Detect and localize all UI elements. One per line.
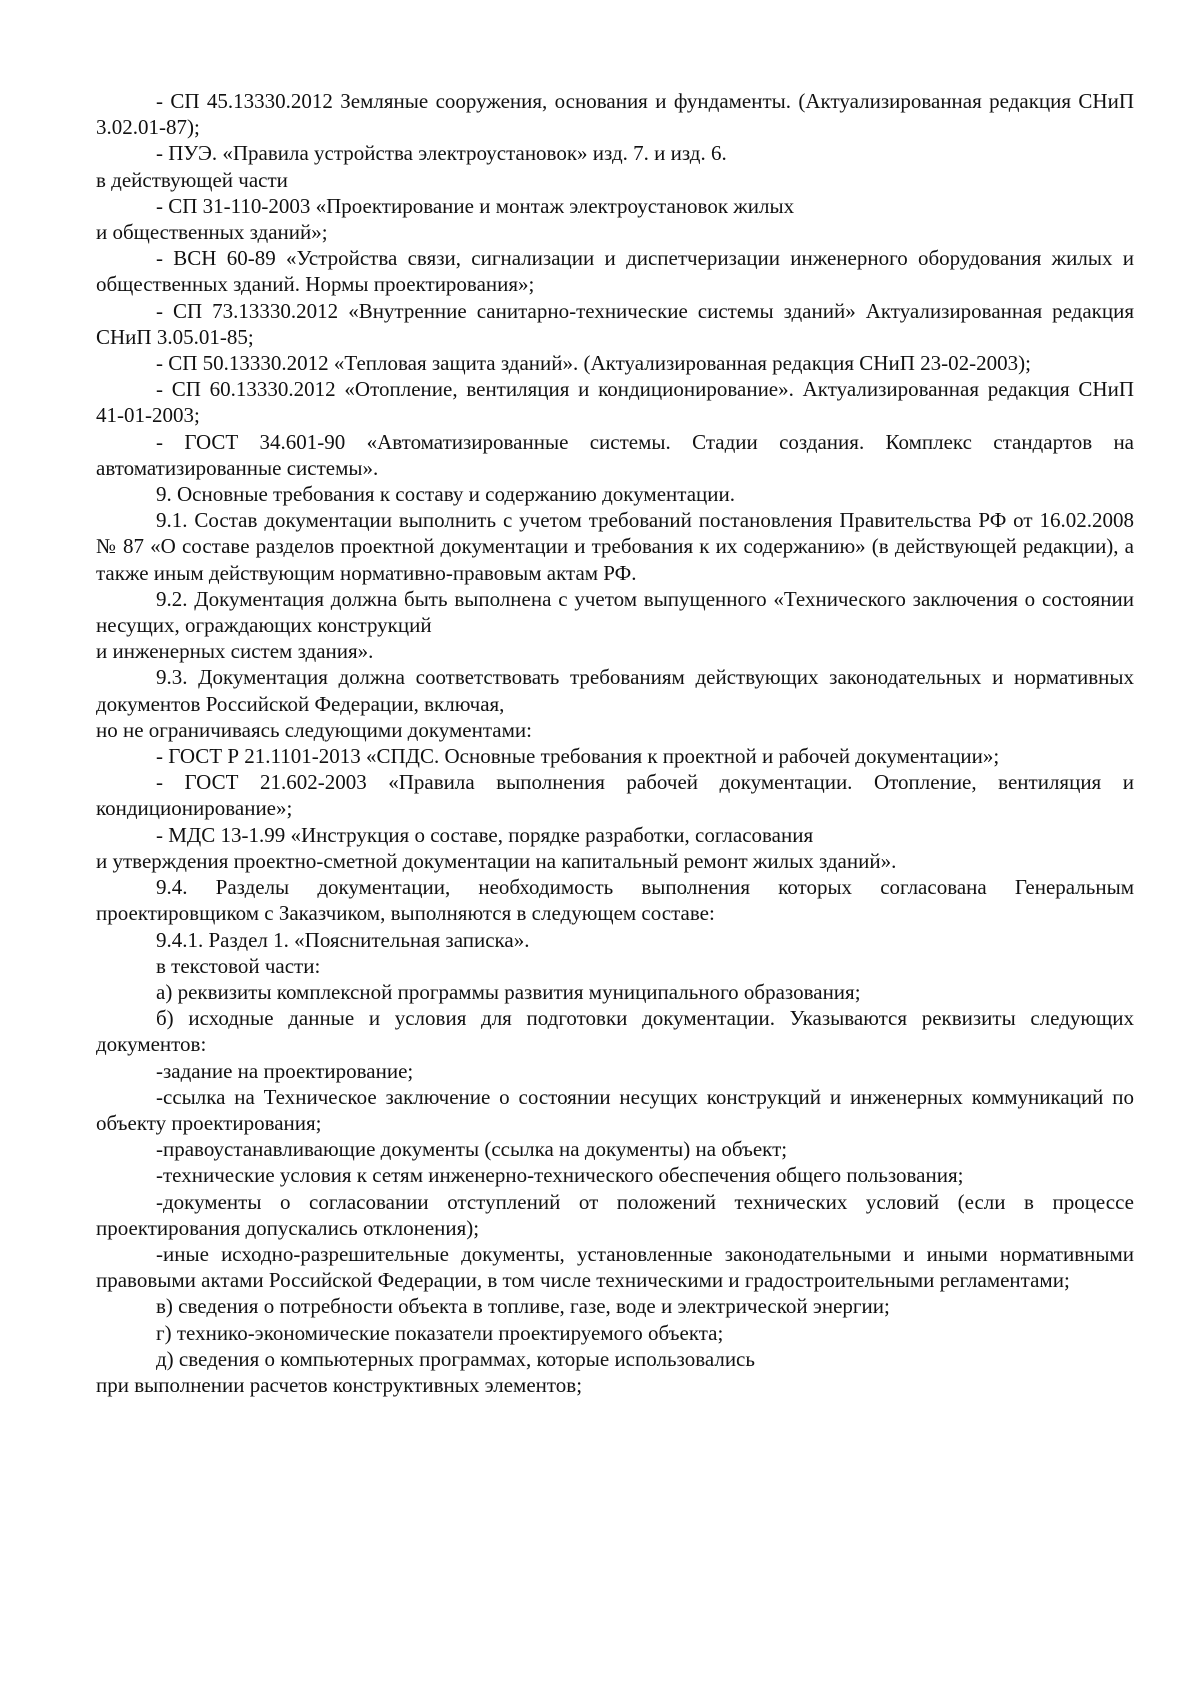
list-item-v: в) сведения о потребности объекта в топливе, газе, воде и электрической энергии; — [156, 1294, 890, 1319]
list-item-g: г) технико-экономические показатели проектируемого объекта; — [156, 1320, 724, 1345]
paragraph-sp-45: - СП 45.13330.2012 Земляные сооружения, основания и фундаменты. (Актуализированная редакция СНиП 3.02.01-87); — [96, 89, 1134, 140]
paragraph-sp-73: - СП 73.13330.2012 «Внутренние санитарно-технические системы зданий» Актуализированная редакция СНиП 3.05.01-85; — [96, 298, 1134, 349]
section-heading-9: 9. Основные требования к составу и содержанию документации. — [156, 482, 735, 507]
list-item-b: б) исходные данные и условия для подготовки документации. Указываются реквизиты следующих документов: — [96, 1006, 1134, 1057]
list-item-technical-conditions: -технические условия к сетям инженерно-технического обеспечения общего пользования; — [156, 1163, 964, 1188]
paragraph-gost-34: - ГОСТ 34.601-90 «Автоматизированные системы. Стадии создания. Комплекс стандартов на автоматизированные системы». — [96, 429, 1134, 480]
paragraph-gost-r-21-1101: - ГОСТ Р 21.1101-2013 «СПДС. Основные требования к проектной и рабочей документации»; — [156, 744, 1000, 769]
paragraph-9-2-continuation: и инженерных систем здания». — [96, 639, 374, 664]
paragraph-sp-31: - СП 31-110-2003 «Проектирование и монтаж электроустановок жилых — [156, 193, 795, 218]
list-item-deviation-approvals: -документы о согласовании отступлений от положений технических условий (если в процессе проектирования допускались отклонения); — [96, 1189, 1134, 1240]
paragraph-sp-60: - СП 60.13330.2012 «Отопление, вентиляция и кондиционирование». Актуализированная редакция СНиП 41-01-2003; — [96, 377, 1134, 428]
paragraph-9-1: 9.1. Состав документации выполнить с учетом требований постановления Правительства РФ от 16.02.2008 № 87 «О составе разделов проектной документации и требования к их содержанию» (в действующей редакции), а также иным действующим нормативно-правовым актам РФ. — [96, 508, 1134, 585]
list-item-other-permits: -иные исходно-разрешительные документы, установленные законодательными и иными нормативными правовыми актами Российской Федерации, в том числе техническими и градостроительными регламентами; — [96, 1241, 1134, 1293]
paragraph-9-2: 9.2. Документация должна быть выполнена с учетом выпущенного «Технического заключения о состоянии несущих, ограждающих конструкций — [96, 586, 1134, 638]
document-page — [96, 88, 1134, 1398]
paragraph-9-3-continuation: но не ограничиваясь следующими документами: — [96, 717, 532, 742]
list-item-a: а) реквизиты комплексной программы развития муниципального образования; — [156, 979, 861, 1004]
paragraph-9-4-1: 9.4.1. Раздел 1. «Пояснительная записка». — [156, 927, 530, 952]
list-item-technical-conclusion: -ссылка на Техническое заключение о состоянии несущих конструкций и инженерных коммуникаций по объекту проектирования; — [96, 1084, 1134, 1135]
paragraph-gost-21-602: - ГОСТ 21.602-2003 «Правила выполнения рабочей документации. Отопление, вентиляция и кондиционирование»; — [96, 770, 1134, 821]
list-item-d: д) сведения о компьютерных программах, которые использовались — [156, 1346, 755, 1371]
paragraph-mds-13-continuation: и утверждения проектно-сметной документации на капитальный ремонт жилых зданий». — [96, 848, 897, 873]
paragraph-sp-31-continuation: и общественных зданий»; — [96, 220, 328, 245]
paragraph-9-4: 9.4. Разделы документации, необходимость выполнения которых согласована Генеральным проектировщиком с Заказчиком, выполняются в следующем составе: — [96, 875, 1134, 926]
paragraph-text-part: в текстовой части: — [156, 953, 321, 978]
paragraph-9-3: 9.3. Документация должна соответствовать требованиям действующих законодательных и нормативных документов Российской Федерации, включая, — [96, 665, 1134, 716]
paragraph-mds-13: - МДС 13-1.99 «Инструкция о составе, порядке разработки, согласования — [156, 822, 814, 847]
paragraph-pue-continuation: в действующей части — [96, 167, 288, 192]
paragraph-pue: - ПУЭ. «Правила устройства электроустановок» изд. 7. и изд. 6. — [156, 141, 727, 166]
list-item-d-continuation: при выполнении расчетов конструктивных элементов; — [96, 1372, 583, 1397]
list-item-title-documents: -правоустанавливающие документы (ссылка на документы) на объект; — [156, 1137, 788, 1162]
paragraph-vsn-60: - ВСН 60-89 «Устройства связи, сигнализации и диспетчеризации инженерного оборудования жилых и общественных зданий. Нормы проектирования»; — [96, 246, 1134, 297]
paragraph-sp-50: - СП 50.13330.2012 «Тепловая защита зданий». (Актуализированная редакция СНиП 23-02-2003); — [156, 351, 1031, 376]
list-item-design-assignment: -задание на проектирование; — [156, 1058, 414, 1083]
